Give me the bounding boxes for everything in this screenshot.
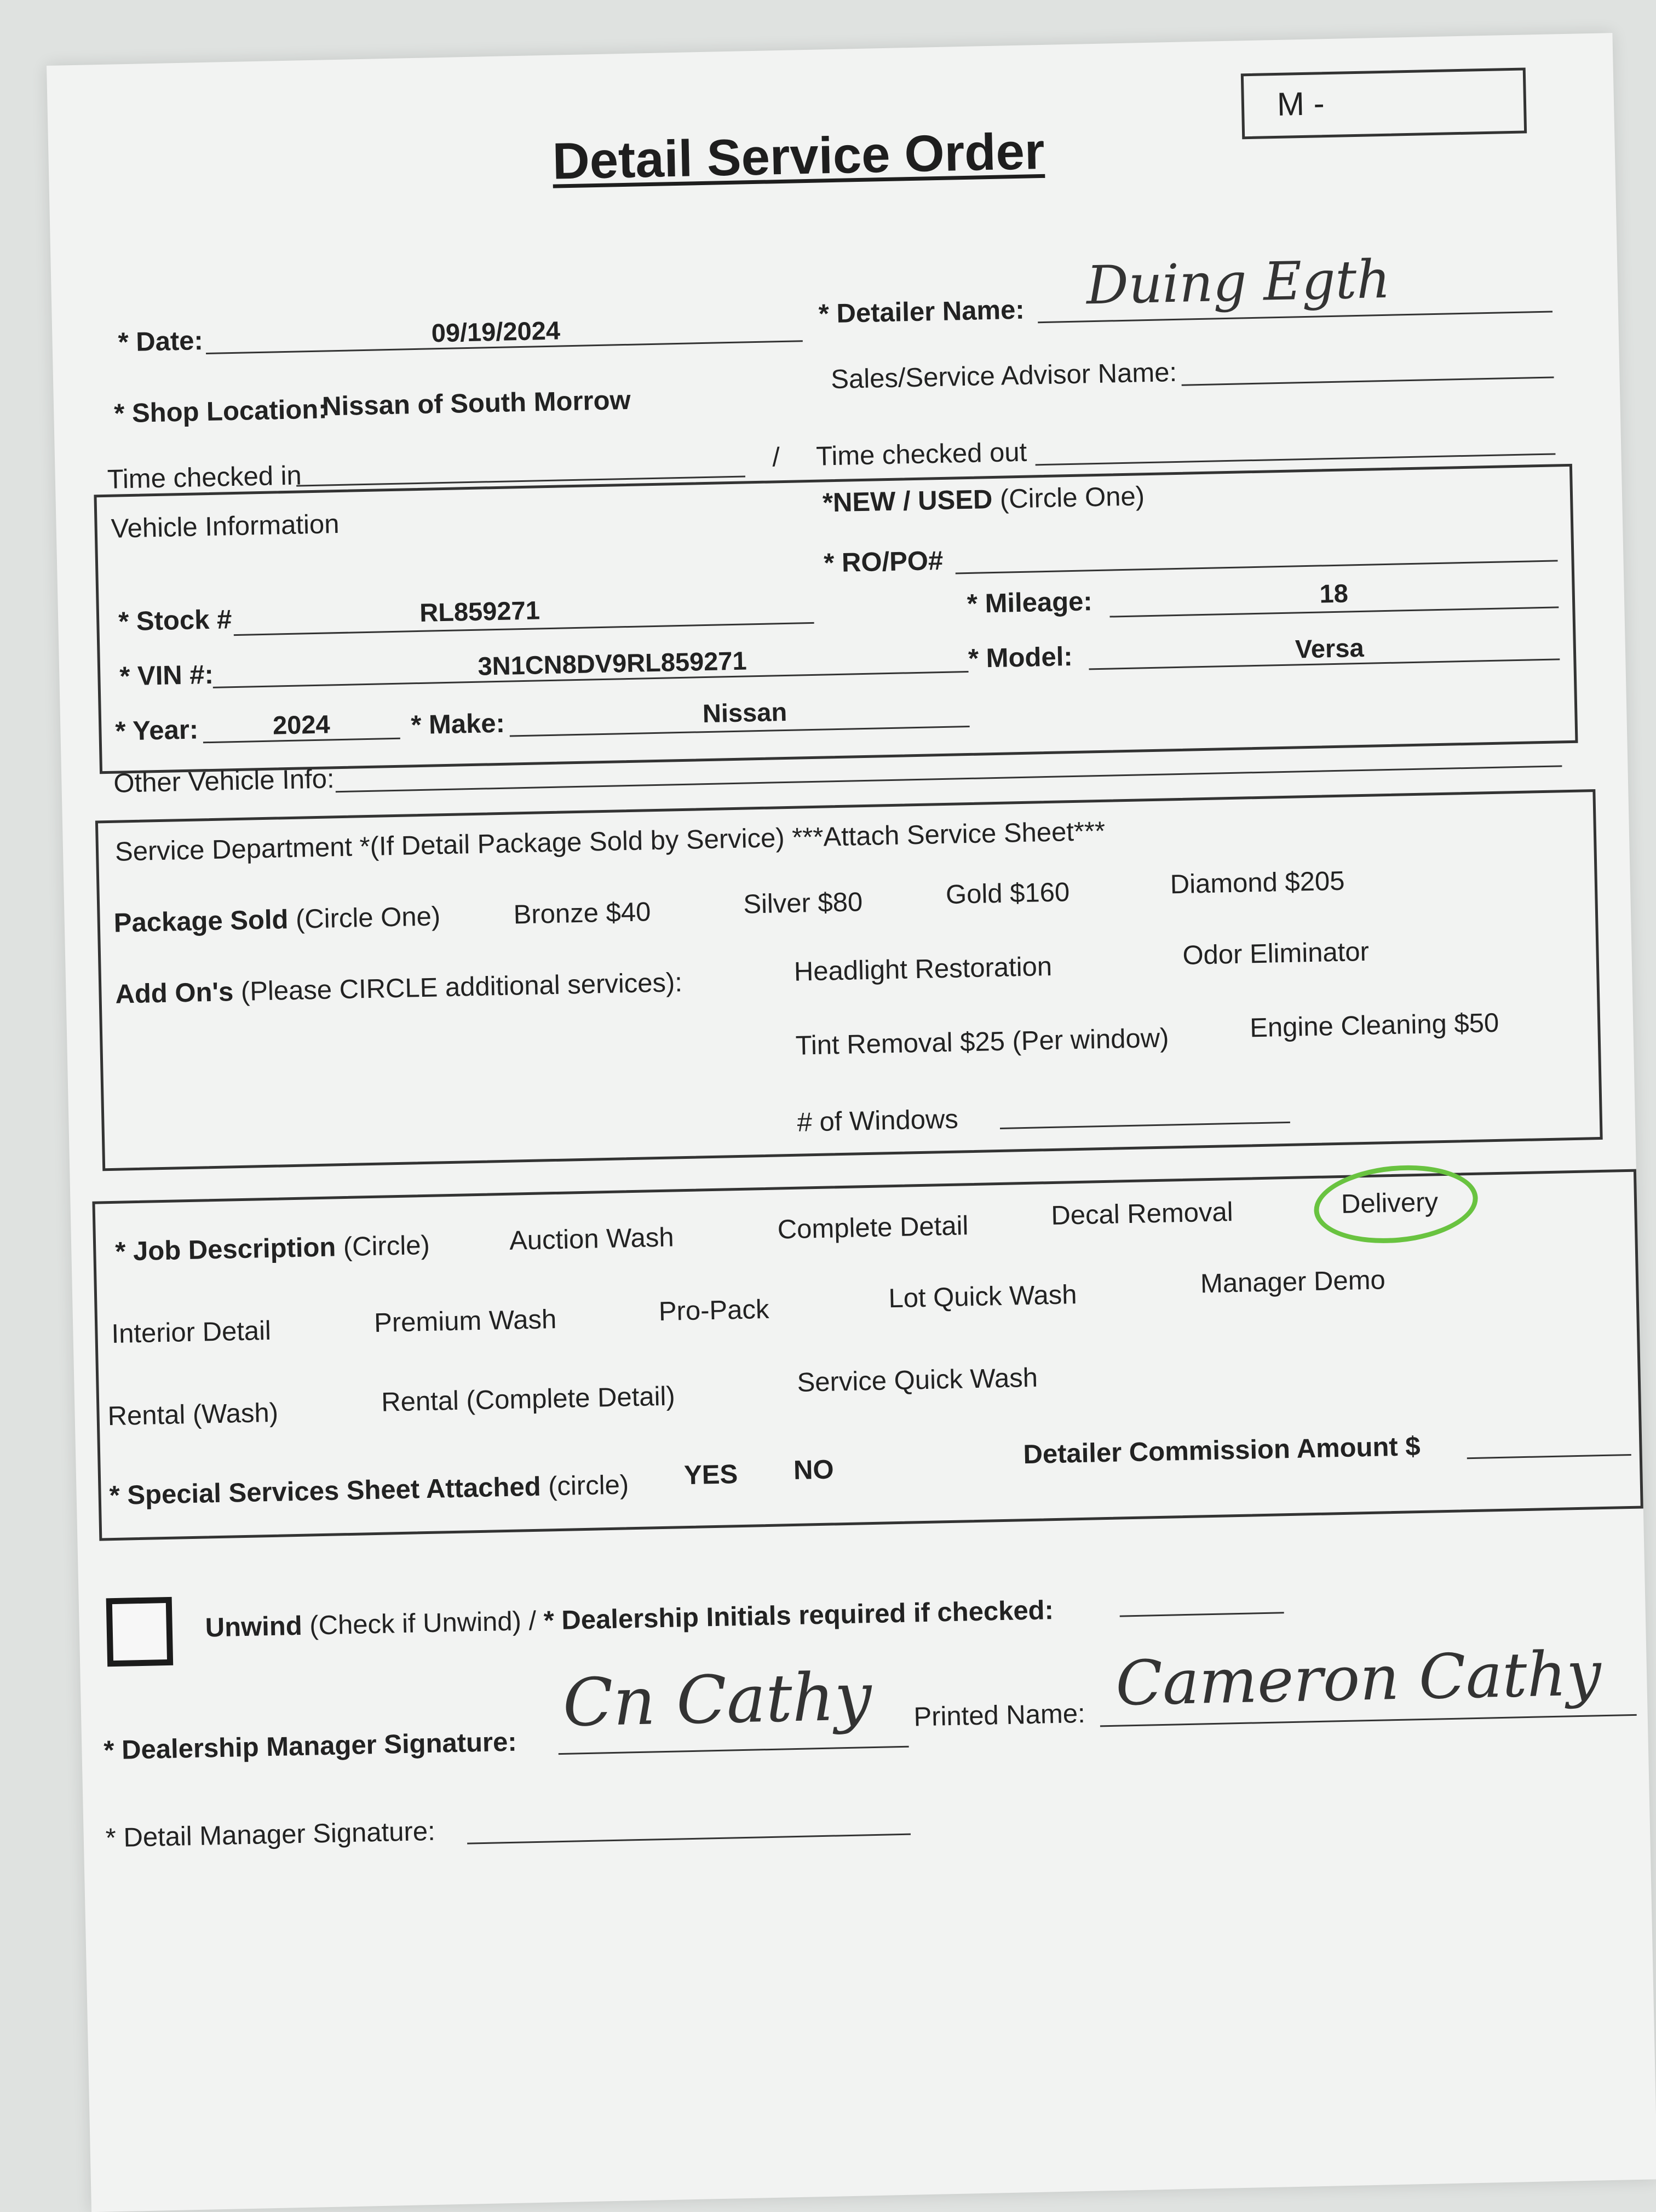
- job-option[interactable]: Service Quick Wash: [797, 1363, 1038, 1398]
- make-label: * Make:: [410, 708, 505, 740]
- vehicle-section-label: Vehicle Information: [111, 509, 340, 544]
- manager-signature-label: * Dealership Manager Signature:: [103, 1727, 518, 1766]
- job-hint: (Circle): [343, 1230, 430, 1262]
- addon-option[interactable]: Tint Removal $25 (Per window): [795, 1023, 1169, 1061]
- mileage-value[interactable]: 18: [1319, 578, 1349, 608]
- vin-value[interactable]: 3N1CN8DV9RL859271: [477, 646, 748, 681]
- advisor-label: Sales/Service Advisor Name:: [830, 357, 1177, 395]
- addons-hint: (Please CIRCLE additional services):: [240, 968, 683, 1007]
- special-services-hint: (circle): [548, 1470, 629, 1502]
- manager-signature[interactable]: Cn Cathy: [562, 1659, 873, 1742]
- addons-label: Add On's: [114, 977, 234, 1009]
- printed-name-label: Printed Name:: [913, 1698, 1086, 1732]
- job-option[interactable]: Rental (Complete Detail): [381, 1381, 676, 1417]
- job-option[interactable]: Lot Quick Wash: [888, 1280, 1078, 1314]
- time-out-line: [1036, 453, 1556, 466]
- order-number-box[interactable]: M -: [1241, 67, 1527, 139]
- job-option[interactable]: Premium Wash: [373, 1305, 557, 1338]
- addon-option[interactable]: Odor Eliminator: [1182, 936, 1370, 970]
- service-order-form: [47, 33, 1656, 2212]
- unwind-checkbox[interactable]: [106, 1597, 174, 1667]
- year-label: * Year:: [114, 715, 199, 746]
- model-label: * Model:: [968, 642, 1073, 674]
- shop-value[interactable]: Nissan of South Morrow: [321, 385, 631, 422]
- package-option[interactable]: Gold $160: [945, 877, 1070, 910]
- unwind-hint: (Check if Unwind) /: [309, 1606, 544, 1641]
- ro-label: * RO/PO#: [823, 545, 944, 578]
- addon-option[interactable]: Engine Cleaning $50: [1249, 1008, 1499, 1043]
- unwind-label: Unwind: [205, 1611, 303, 1643]
- detailer-signature[interactable]: Duing Egth: [1085, 248, 1392, 317]
- shop-label: * Shop Location:: [113, 394, 328, 429]
- detail-manager-line: [467, 1834, 911, 1845]
- package-option[interactable]: Bronze $40: [513, 897, 651, 930]
- new-used-label: *NEW / USED: [822, 485, 993, 518]
- initials-line: [1120, 1612, 1284, 1617]
- date-label: * Date:: [118, 326, 204, 358]
- package-label: Package Sold: [113, 905, 289, 938]
- package-option[interactable]: Diamond $205: [1170, 866, 1345, 900]
- unwind-label-group: [205, 1595, 1054, 1643]
- other-info-label: Other Vehicle Info:: [113, 764, 335, 798]
- job-option[interactable]: Auction Wash: [509, 1222, 675, 1256]
- time-in-label: Time checked in: [107, 461, 302, 495]
- special-yes-option[interactable]: YES: [683, 1460, 738, 1491]
- special-no-option[interactable]: NO: [793, 1455, 835, 1485]
- new-used-hint: (Circle One): [999, 481, 1145, 514]
- year-value[interactable]: 2024: [272, 709, 331, 740]
- time-out-label: Time checked out: [815, 437, 1027, 472]
- service-header: Service Department *(If Detail Package Sold by Service) ***Attach Service Sheet***: [114, 816, 1106, 867]
- windows-label: # of Windows: [797, 1104, 959, 1137]
- time-slash: /: [772, 443, 780, 473]
- job-option[interactable]: Complete Detail: [777, 1211, 969, 1245]
- other-info-line: [336, 765, 1562, 792]
- mileage-label: * Mileage:: [967, 587, 1093, 619]
- addon-option[interactable]: Headlight Restoration: [794, 951, 1053, 987]
- job-option[interactable]: Manager Demo: [1200, 1265, 1386, 1299]
- model-value[interactable]: Versa: [1295, 633, 1365, 664]
- detailer-label: * Detailer Name:: [818, 295, 1025, 329]
- form-title: Detail Service Order: [551, 122, 1045, 190]
- package-option[interactable]: Silver $80: [743, 887, 863, 920]
- make-value[interactable]: Nissan: [702, 697, 787, 728]
- stock-value[interactable]: RL859271: [419, 595, 540, 627]
- vin-label: * VIN #:: [119, 659, 214, 692]
- job-option-delivery[interactable]: Delivery: [1341, 1187, 1439, 1219]
- job-label: * Job Description: [114, 1232, 336, 1267]
- printed-name-value[interactable]: Cameron Cathy: [1114, 1638, 1602, 1720]
- job-option[interactable]: Rental (Wash): [107, 1398, 279, 1432]
- manager-signature-line: [559, 1746, 909, 1755]
- job-option[interactable]: Interior Detail: [111, 1315, 272, 1349]
- stock-label: * Stock #: [118, 605, 232, 637]
- commission-label: Detailer Commission Amount $: [1022, 1432, 1421, 1470]
- initials-label: * Dealership Initials required if checked:: [543, 1595, 1054, 1636]
- package-hint: (Circle One): [295, 901, 441, 934]
- detail-manager-label: * Detail Manager Signature:: [105, 1816, 436, 1853]
- job-option[interactable]: Pro-Pack: [658, 1294, 769, 1327]
- date-value[interactable]: 09/19/2024: [431, 315, 561, 348]
- advisor-line: [1182, 376, 1554, 386]
- special-services-label: * Special Services Sheet Attached: [109, 1472, 542, 1511]
- job-option[interactable]: Decal Removal: [1050, 1197, 1234, 1231]
